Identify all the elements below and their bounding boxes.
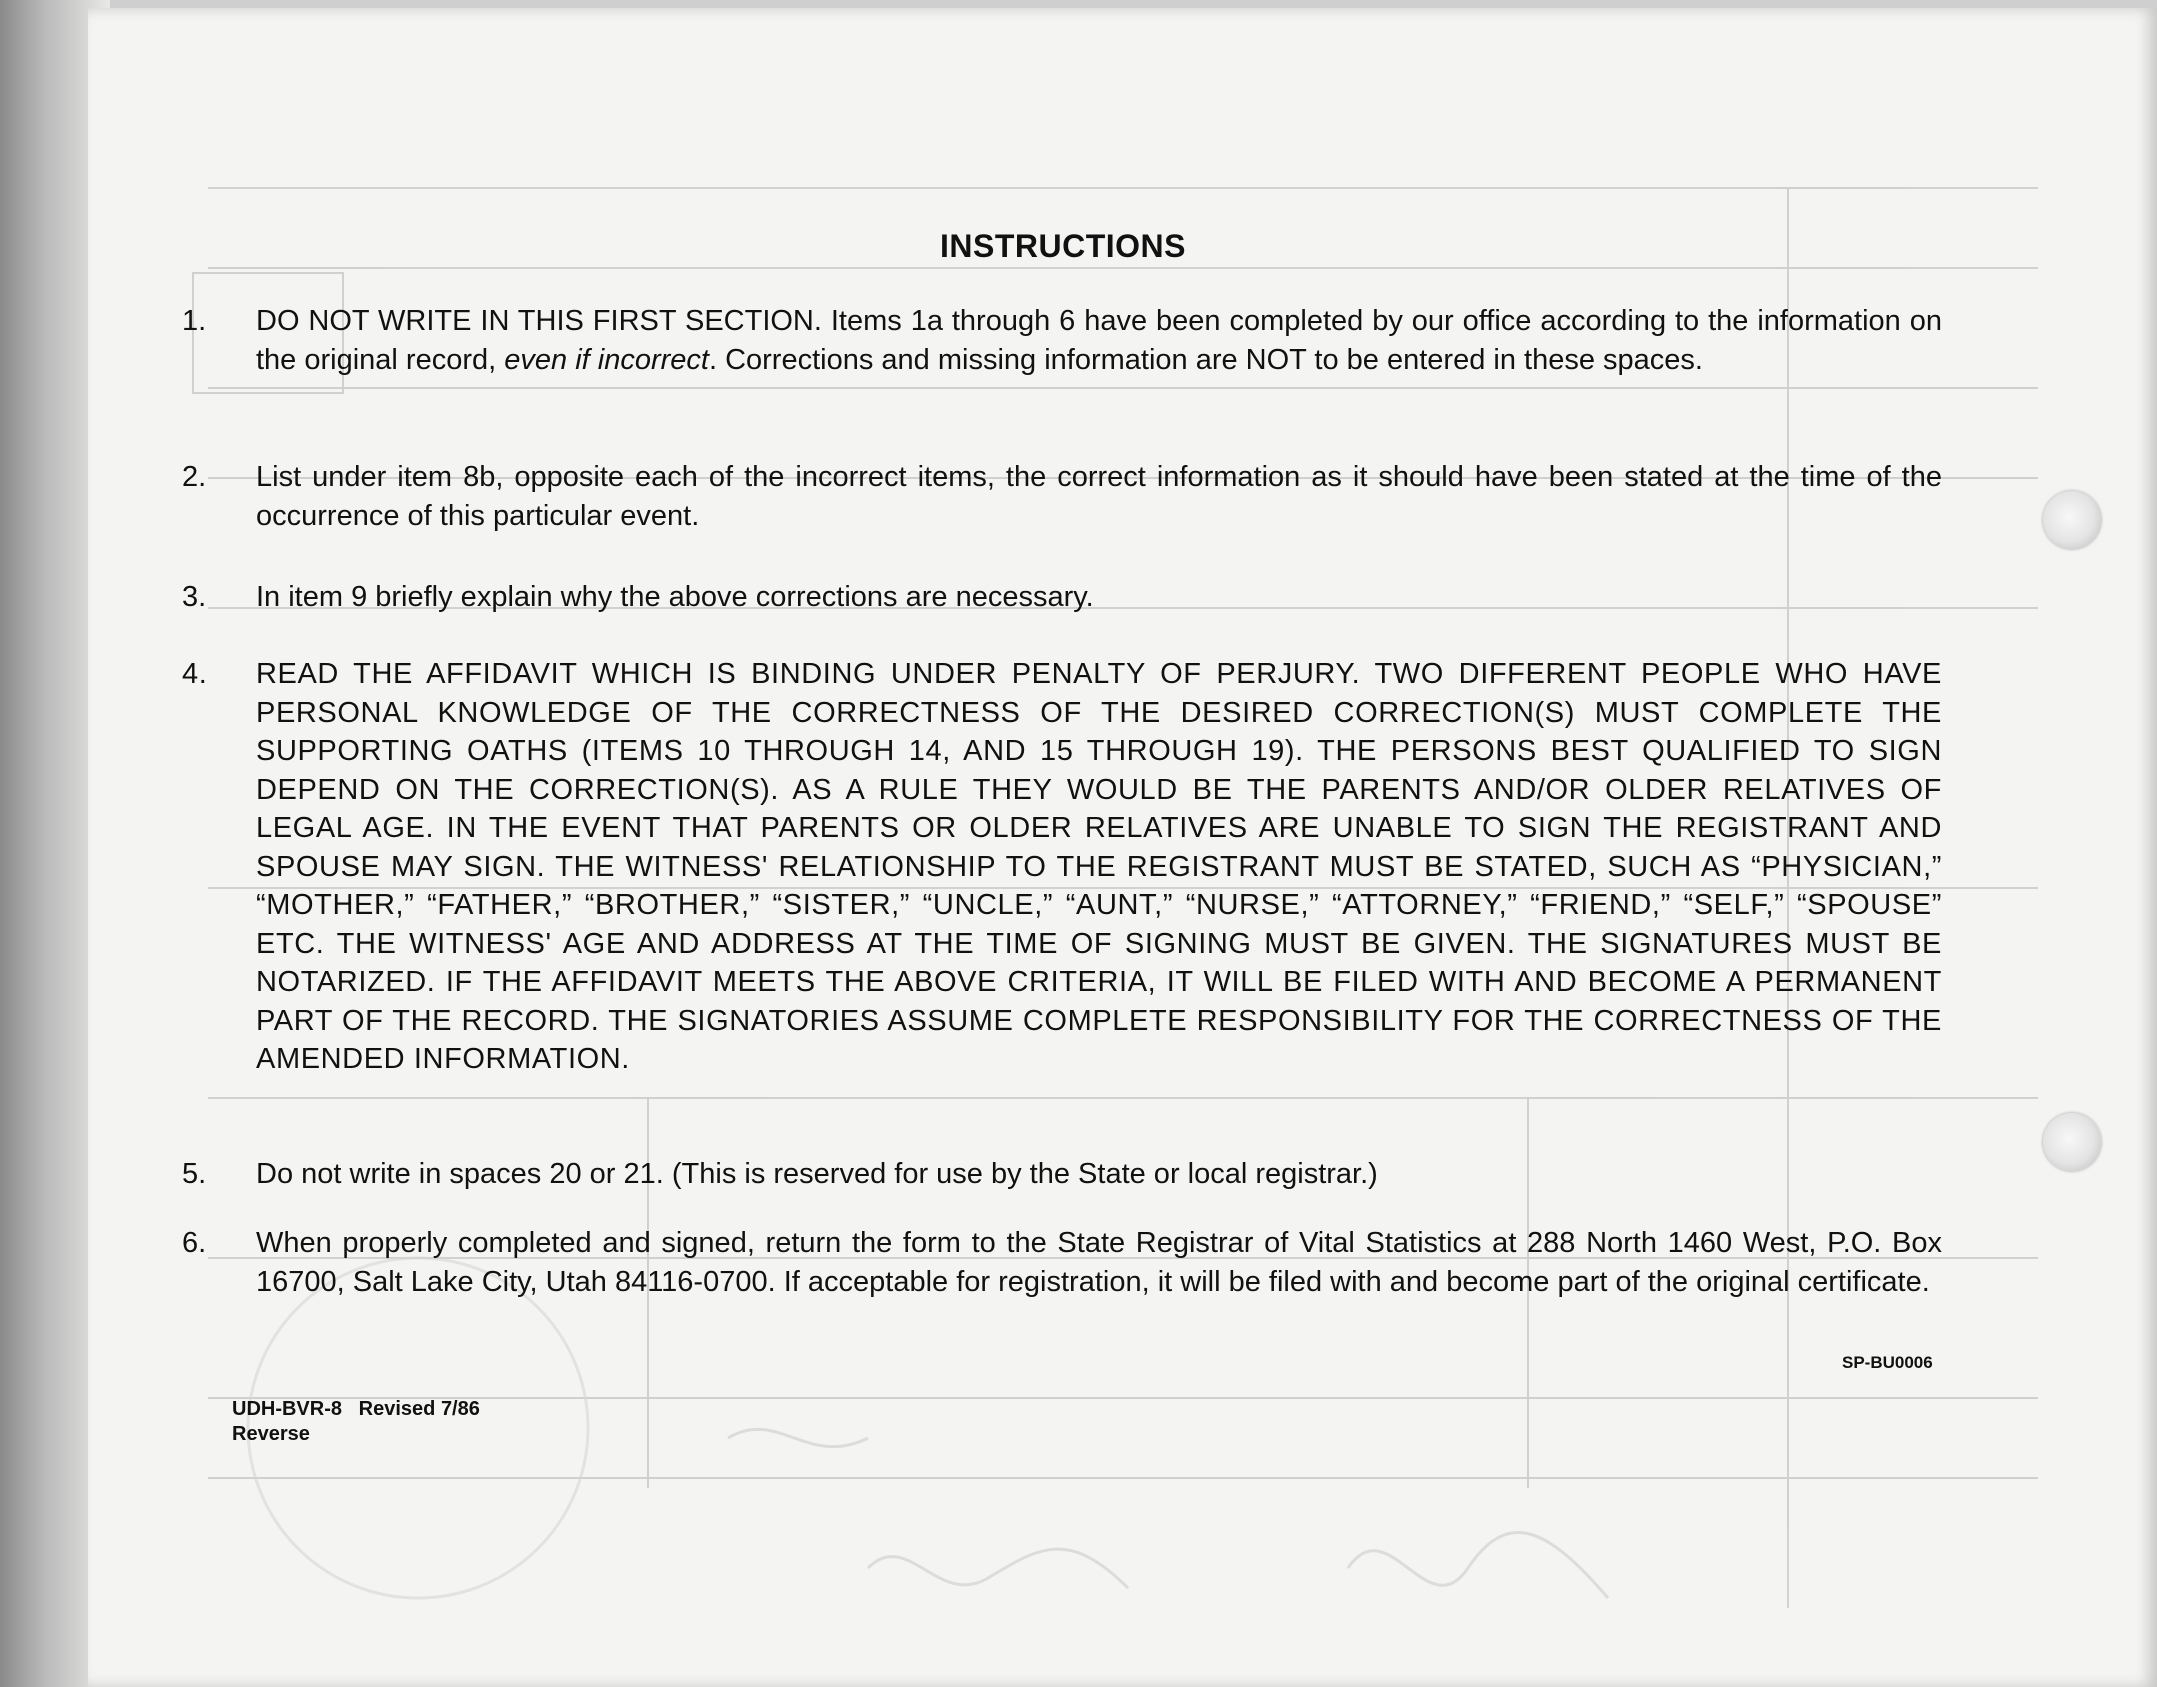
revision-date: Revised 7/86: [358, 1398, 480, 1420]
item-number: 5.: [182, 1158, 207, 1190]
item-number: 6.: [182, 1227, 207, 1259]
item-number: 2.: [182, 461, 207, 493]
italic-emphasis: even if incorrect: [504, 343, 709, 376]
item-text: When properly completed and signed, return the form to the State Registrar of Vital Statistics at 288 North 1460 West, P.O. Box 16700, Salt Lake City, Utah 84116-0700. If acceptable for registration, it will be filed with and become part of the original certificate.: [256, 1227, 1942, 1298]
page-side-label: Reverse: [232, 1423, 310, 1445]
instruction-item-4: [182, 655, 1942, 1079]
item-number: 3.: [182, 581, 207, 613]
form-code: UDH-BVR-8: [232, 1398, 342, 1420]
item-text: READ THE AFFIDAVIT WHICH IS BINDING UNDER PENALTY OF PERJURY. TWO DIFFERENT PEOPLE WHO HAVE PERSONAL KNOWLEDGE OF THE CORRECTNESS OF THE DESIRED CORRECTION(S) MUST COMPLETE THE SUPPORTING OATHS (ITEMS 10 THROUGH 14, AND 15 THROUGH 19). THE PERSONS BEST QUALIFIED TO SIGN DEPEND ON THE CORRECTION(S). AS A RULE THEY WOULD BE THE PARENTS AND/OR OLDER RELATIVES OF LEGAL AGE. IN THE EVENT THAT PARENTS OR OLDER RELATIVES ARE UNABLE TO SIGN THE REGISTRANT AND SPOUSE MAY SIGN. THE WITNESS' RELATIONSHIP TO THE REGISTRANT MUST BE STATED, SUCH AS “PHYSICIAN,” “MOTHER,” “FATHER,” “BROTHER,” “SISTER,” “UNCLE,” “AUNT,” “NURSE,” “ATTORNEY,” “FRIEND,” “SELF,” “SPOUSE” ETC. THE WITNESS' AGE AND ADDRESS AT THE TIME OF SIGNING MUST BE GIVEN. THE SIGNATURES MUST BE NOTARIZED. IF THE AFFIDAVIT MEETS THE ABOVE CRITERIA, IT WILL BE FILED WITH AND BECOME A PERMANENT PART OF THE RECORD. THE SIGNATORIES ASSUME COMPLETE RESPONSIBILITY FOR THE CORRECTNESS OF THE AMENDED INFORMATION.: [256, 658, 1942, 1075]
instructions-heading: INSTRUCTIONS: [940, 228, 1186, 264]
instruction-item-2: [182, 458, 1942, 535]
instruction-item-5: [182, 1155, 1942, 1194]
form-footer-left: [232, 1397, 480, 1447]
instruction-item-1: [182, 302, 1942, 379]
stock-code: SP-BU0006: [1842, 1353, 1933, 1372]
item-text: List under item 8b, opposite each of the incorrect items, the correct information as it should have been stated at the time of the occurrence of this particular event.: [256, 461, 1942, 532]
item-number: 1.: [182, 305, 207, 337]
item-text: DO NOT WRITE IN THIS FIRST SECTION. Items 1a through 6 have been completed by our office according to the information on the original record, even if incorrect. Corrections and missing information are NOT to be entered in these spaces.: [256, 305, 1942, 376]
item-number: 4.: [182, 658, 208, 690]
item-text: In item 9 briefly explain why the above corrections are necessary.: [256, 581, 1094, 613]
instruction-item-3: [182, 578, 1942, 617]
instruction-item-6: [182, 1224, 1942, 1301]
item-text: Do not write in spaces 20 or 21. (This is reserved for use by the State or local registrar.): [256, 1158, 1378, 1190]
